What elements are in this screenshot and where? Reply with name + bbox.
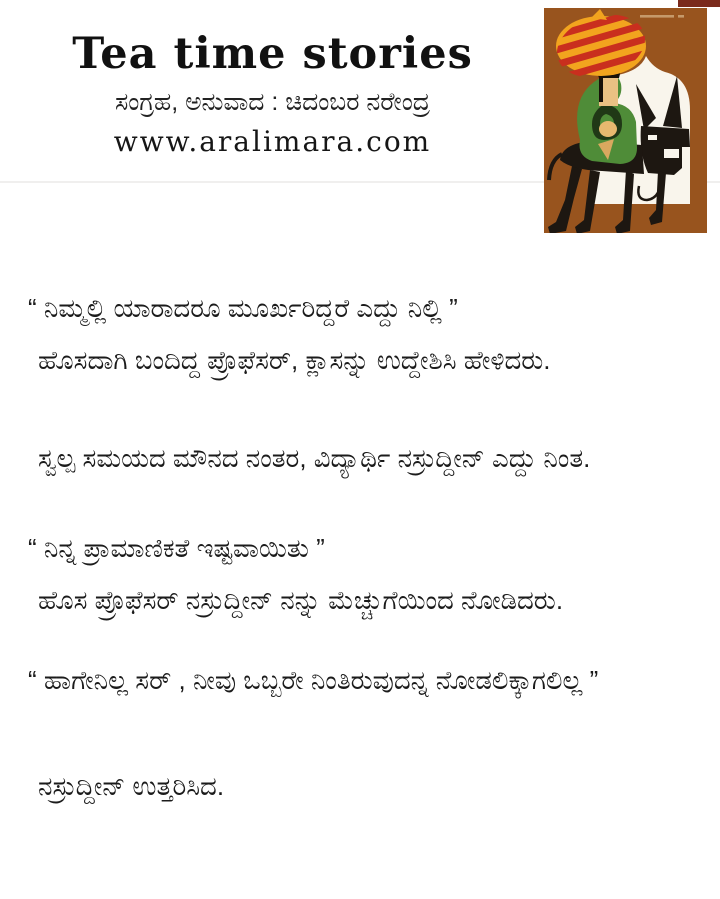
page-title: Tea time stories [72, 29, 473, 79]
story-line: ಹೊಸ ಪ್ರೊಫೆಸರ್ ನಸ್ರುದ್ದೀನ್ ನನ್ನು ಮೆಚ್ಚುಗೆಯಿಂದ ನೋಡಿದರು. [38, 585, 564, 615]
paragraph-5 [28, 760, 708, 812]
paragraph-2 [28, 432, 708, 484]
story-line: “ ನಿನ್ನ ಪ್ರಾಮಾಣಿಕತೆ ಇಷ್ಟವಾಯಿತು ” [28, 533, 325, 563]
subtitle-kannada: ಸಂಗ್ರಹ, ಅನುವಾದ : ಚಿದಂಬರ ನರೇಂದ್ರ [114, 88, 431, 117]
paragraph-3 [28, 522, 708, 626]
website-url: www.aralimara.com [113, 124, 432, 158]
story-line: ಸ್ವಲ್ಪ ಸಮಯದ ಮೌನದ ನಂತರ, ವಿದ್ಯಾರ್ಥಿ ನಸ್ರುದ್ದೀನ್ ಎದ್ದು ನಿಂತ. [38, 443, 591, 473]
story-line: “ ನಿಮ್ಮಲ್ಲಿ ಯಾರಾದರೂ ಮೂರ್ಖರಿದ್ದರೆ ಎದ್ದು ನಿಲ್ಲಿ ” [28, 293, 458, 323]
story-line: “ ಹಾಗೇನಿಲ್ಲ ಸರ್ , ನೀವು ಒಬ್ಬರೇ ನಿಂತಿರುವುದನ್ನ ನೋಡಲಿಕ್ಕಾಗಲಿಲ್ಲ ” [28, 665, 599, 695]
story-line: ಹೊಸದಾಗಿ ಬಂದಿದ್ದ ಪ್ರೊಫೆಸರ್, ಕ್ಲಾಸನ್ನು ಉದ್ದೇಶಿಸಿ ಹೇಳಿದರು. [38, 345, 551, 375]
paragraph-1 [28, 282, 708, 386]
story-line: ನಸ್ರುದ್ದೀನ್ ಉತ್ತರಿಸಿದ. [38, 771, 225, 801]
paragraph-4 [28, 654, 708, 706]
